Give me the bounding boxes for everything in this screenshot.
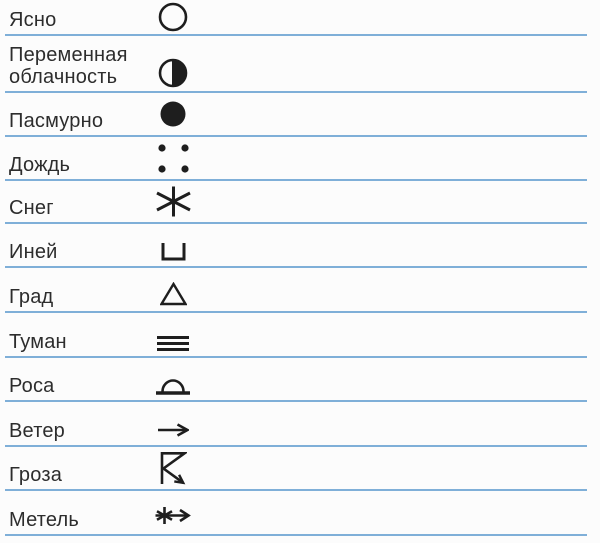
fog-icon xyxy=(147,335,199,352)
weather-label: Пасмурно xyxy=(9,110,104,132)
weather-label: Град xyxy=(9,286,54,308)
legend-row-snow xyxy=(5,181,587,224)
weather-label: Дождь xyxy=(9,154,71,176)
blizzard-icon xyxy=(147,506,199,525)
weather-label: Гроза xyxy=(9,464,63,486)
weather-label: Ясно xyxy=(9,9,57,31)
legend-row-fog xyxy=(5,313,587,358)
dew-icon xyxy=(147,378,199,395)
weather-label: Переменная облачность xyxy=(9,44,128,88)
overcast-icon xyxy=(147,101,199,127)
weather-label: Иней xyxy=(9,241,58,263)
thunderstorm-icon xyxy=(147,451,199,485)
legend-row-rain xyxy=(5,137,587,181)
weather-label: Снег xyxy=(9,197,54,219)
weather-label: Метель xyxy=(9,509,80,531)
legend-row-hail xyxy=(5,268,587,313)
legend-row-frost xyxy=(5,224,587,268)
legend-row-wind xyxy=(5,402,587,447)
legend-row-dew xyxy=(5,358,587,402)
legend-row-partly-cloudy xyxy=(5,36,587,93)
frost-icon xyxy=(147,243,199,261)
partly-cloudy-icon xyxy=(147,58,199,88)
weather-label: Ветер xyxy=(9,420,65,442)
legend-row-overcast xyxy=(5,93,587,137)
snow-icon xyxy=(147,186,199,217)
hail-icon xyxy=(147,282,199,306)
rain-icon xyxy=(147,143,199,174)
weather-legend xyxy=(5,0,587,536)
wind-icon xyxy=(147,423,199,437)
legend-row-clear xyxy=(5,0,587,36)
weather-label: Туман xyxy=(9,331,67,353)
legend-row-blizzard xyxy=(5,491,587,536)
weather-label: Роса xyxy=(9,375,55,397)
legend-row-thunderstorm xyxy=(5,447,587,491)
clear-icon xyxy=(147,2,199,32)
